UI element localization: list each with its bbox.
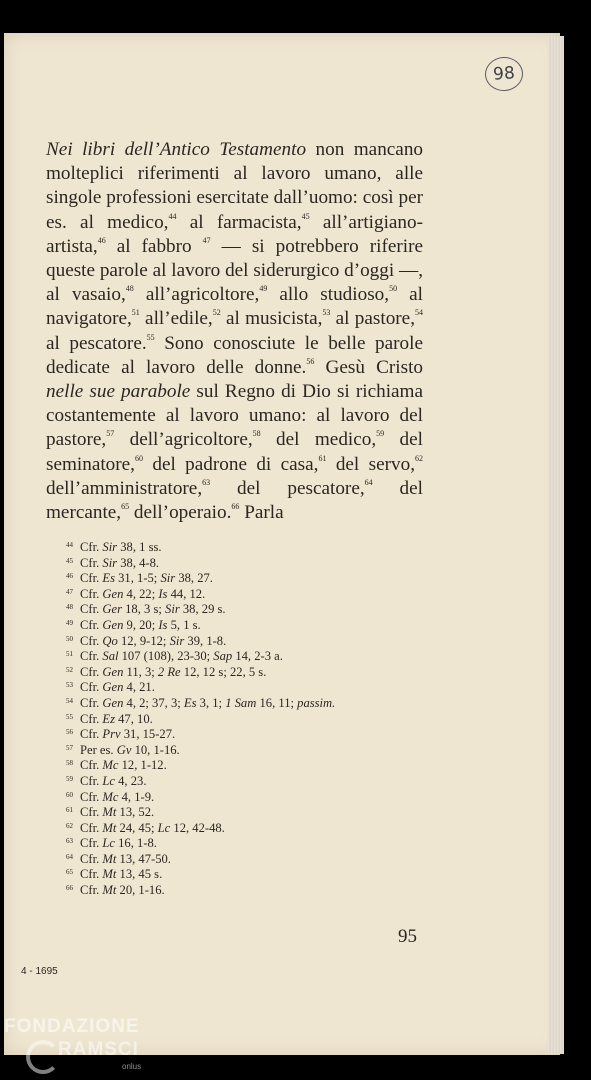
footnote-item: 50 Cfr. Qo 12, 9-12; Sir 39, 1-8.: [66, 633, 227, 648]
body-text-run: allo studioso,: [267, 284, 390, 306]
footnote-item: 63 Cfr. Lc 16, 1-8.: [66, 836, 157, 851]
body-text-run: Sono conosciute le belle parole dedicate al lavoro delle donne.: [46, 332, 423, 378]
note-ref: 50: [389, 284, 398, 294]
footnote-book-ref: Gen: [102, 695, 124, 710]
body-text-run: del seminatore,: [46, 429, 423, 475]
note-ref: 47: [202, 235, 211, 245]
footnote-book-ref: Lc: [102, 836, 115, 851]
body-text-run: del pescatore,: [210, 477, 365, 499]
body-text-run: del padrone di casa,: [142, 453, 319, 475]
italic-text: Nei libri dell’Antico Testamento: [46, 139, 307, 160]
italic-text: nelle sue parabole: [46, 381, 191, 403]
footnote-text: 3, 1;: [196, 695, 226, 710]
footnote-book-ref: Mc: [102, 758, 119, 773]
body-text-run: al navigatore,: [46, 284, 424, 330]
footnote-book-ref: Ger: [102, 602, 122, 617]
footnote-text: Cfr.: [80, 540, 103, 554]
note-ref: 58: [252, 429, 261, 439]
footnote-item: 58 Cfr. Mc 12, 1-12.: [66, 758, 167, 773]
footnote-book-ref: Is: [158, 586, 168, 601]
body-text-run: al farmacista,: [176, 211, 302, 233]
footnote-book-ref: Mt: [102, 851, 117, 866]
footnote-book-ref: Mc: [102, 789, 119, 804]
note-ref: 48: [125, 284, 134, 294]
footnote-item: 55 Cfr. Ez 47, 10.: [66, 711, 153, 726]
footnote-text: 31, 15-27.: [120, 727, 176, 742]
footnote-item: 44 Cfr. Sir 38, 1 ss.: [66, 540, 162, 554]
page-number: 95: [398, 926, 417, 947]
footnote-text: 4, 21.: [123, 680, 155, 695]
footnote-text: Cfr.: [80, 617, 103, 632]
footnote-item: 59 Cfr. Lc 4, 23.: [66, 773, 147, 788]
footnote-text: 11, 3;: [123, 664, 158, 679]
footnote-book-ref: Mt: [102, 805, 117, 820]
swirl-icon: [26, 1040, 60, 1074]
footnote-item: 62 Cfr. Mt 24, 45; Lc 12, 42-48.: [66, 820, 225, 835]
footnote-text: 13, 52.: [116, 805, 155, 820]
footnote-text: 4, 1-9.: [118, 789, 155, 804]
note-ref: 57: [106, 429, 115, 439]
note-ref: 51: [131, 308, 140, 318]
body-text-run: Parla: [239, 502, 284, 524]
body-text-run: del mercante,: [46, 477, 423, 524]
footnote-book-ref: Sal: [102, 649, 119, 664]
footnote-book-ref: Is: [158, 617, 168, 632]
footnote-text: 14, 2-3 a.: [232, 649, 283, 664]
note-ref: 62: [415, 453, 423, 463]
footnote-book-ref: Mt: [102, 883, 117, 898]
body-text-run: al pescatore.: [46, 332, 147, 354]
note-ref: 45: [301, 211, 310, 221]
footnote-item: 56 Cfr. Prv 31, 15-27.: [66, 727, 176, 742]
note-ref: 49: [259, 284, 268, 294]
note-ref: 54: [415, 308, 423, 318]
footnote-book-ref: Gv: [116, 742, 132, 757]
footnote-text: Cfr.: [80, 586, 103, 601]
footnote-text: Per es.: [80, 742, 117, 757]
body-text-run: all’edile,: [139, 308, 213, 330]
note-ref: 63: [202, 477, 211, 487]
footnote-text: 12, 9-12;: [117, 633, 170, 648]
footnote-item: 46 Cfr. Es 31, 1-5; Sir 38, 27.: [66, 571, 213, 586]
note-ref: 60: [134, 453, 143, 463]
footnote-book-ref: Gen: [102, 680, 124, 695]
note-ref: 65: [121, 502, 130, 512]
footnote-text: Cfr.: [80, 555, 103, 570]
footnote-book-ref: Sir: [102, 555, 118, 570]
note-ref: 59: [376, 429, 385, 439]
note-ref: 55: [146, 332, 155, 342]
footnote-text: Cfr.: [80, 820, 103, 835]
footnote-text: 38, 4-8.: [117, 555, 160, 570]
body-text-run: al pastore,: [330, 308, 415, 330]
footnote-book-ref: Prv: [102, 727, 121, 742]
footnote-book-ref: Lc: [102, 773, 115, 788]
footnote-text: 38, 29 s.: [179, 602, 226, 617]
footnote-text: 39, 1-8.: [184, 633, 227, 648]
note-ref: 44: [168, 211, 177, 221]
footnote-book-ref: Sap: [213, 649, 233, 664]
main-paragraph: [46, 138, 423, 525]
body-text-run: al fabbro: [105, 235, 203, 257]
body-text-run: del medico,: [260, 429, 377, 451]
body-text-run: al musicista,: [220, 308, 323, 330]
footnote-item: 51 Cfr. Sal 107 (108), 23-30; Sap 14, 2-3 a.: [66, 649, 283, 664]
body-text-run: del servo,: [326, 453, 415, 475]
footnote-book-ref: Gen: [102, 664, 124, 679]
footnote-text: Cfr.: [80, 680, 103, 695]
body-text-run: — si potrebbero riferire queste parole al lavoro del siderurgico d’oggi —, al vasaio,: [46, 235, 423, 306]
footnote-text: 44, 12.: [167, 586, 206, 601]
footnote-text: Cfr.: [80, 883, 103, 898]
note-ref: 66: [231, 502, 240, 512]
footnote-text: Cfr.: [80, 633, 103, 648]
footnote-text: 16, 1-8.: [114, 836, 157, 851]
footnote-text: Cfr.: [80, 571, 103, 586]
footnote-text: 9, 20;: [123, 617, 159, 632]
footnote-book-ref: passim.: [297, 695, 336, 710]
body-text-run: all’agricoltore,: [133, 284, 260, 306]
footnote-book-ref: Mt: [102, 820, 117, 835]
footnote-text: Cfr.: [80, 649, 103, 664]
footnote-item: 47 Cfr. Gen 4, 22; Is 44, 12.: [66, 586, 206, 601]
footnote-book-ref: Sir: [169, 633, 185, 648]
body-text-run: all’artigiano-artista,: [46, 211, 424, 257]
footnote-text: 13, 45 s.: [116, 867, 163, 882]
footnote-item: 49 Cfr. Gen 9, 20; Is 5, 1 s.: [66, 617, 201, 632]
footnote-text: 31, 1-5;: [114, 571, 161, 586]
footnote-text: Cfr.: [80, 727, 103, 742]
footnote-book-ref: 1 Sam: [225, 695, 257, 710]
footnote-item: 60 Cfr. Mc 4, 1-9.: [66, 789, 155, 804]
note-ref: 53: [322, 308, 331, 318]
footnote-item: 57 Per es. Gv 10, 1-16.: [66, 742, 180, 757]
archive-stamp: 98: [484, 56, 524, 93]
footnote-text: 4, 22;: [123, 586, 159, 601]
footnote-text: Cfr.: [80, 602, 103, 617]
footnote-text: Cfr.: [80, 695, 103, 710]
footnote-text: Cfr.: [80, 836, 103, 851]
footnote-item: 65 Cfr. Mt 13, 45 s.: [66, 867, 163, 882]
watermark-sub: onlus: [122, 1062, 142, 1071]
footnote-text: 4, 2; 37, 3;: [123, 695, 184, 710]
footnote-text: Cfr.: [80, 664, 103, 679]
body-text-run: dell’operaio.: [129, 502, 232, 524]
footnote-book-ref: Ez: [102, 711, 115, 726]
footnote-book-ref: Es: [183, 695, 197, 710]
footnote-text: Cfr.: [80, 773, 103, 788]
footnote-book-ref: Gen: [102, 617, 124, 632]
footnote-item: 52 Cfr. Gen 11, 3; 2 Re 12, 12 s; 22, 5 s.: [66, 664, 267, 679]
footnote-book-ref: 2 Re: [157, 664, 181, 679]
note-ref: 56: [306, 356, 315, 366]
footnote-book-ref: Qo: [102, 633, 118, 648]
footnote-text: 10, 1-16.: [131, 742, 180, 757]
body-text-run: dell’agricoltore,: [114, 429, 253, 451]
note-ref: 61: [318, 453, 327, 463]
footnote-text: 24, 45;: [116, 820, 158, 835]
footnote-text: Cfr.: [80, 867, 103, 882]
footnote-text: Cfr.: [80, 711, 103, 726]
note-ref: 64: [364, 477, 373, 487]
footnote-item: 48 Cfr. Ger 18, 3 s; Sir 38, 29 s.: [66, 602, 226, 617]
footnote-text: 18, 3 s;: [121, 602, 166, 617]
footnote-book-ref: Sir: [165, 602, 180, 617]
footnote-item: 45 Cfr. Sir 38, 4-8.: [66, 555, 160, 570]
watermark-line1: FONDAZIONE: [4, 1016, 140, 1037]
footnote-text: 47, 10.: [114, 711, 153, 726]
watermark-line2: RAMSCI: [58, 1039, 139, 1060]
footnote-book-ref: Sir: [102, 540, 118, 554]
footnote-text: Cfr.: [80, 758, 103, 773]
watermark-logo: [4, 1014, 204, 1074]
footnote-item: 54 Cfr. Gen 4, 2; 37, 3; Es 3, 1; 1 Sam 16, 11; passim.: [66, 695, 336, 710]
body-text-run: sul Regno di Dio si richiama costantemente al lavoro umano: al lavoro del pastore,: [46, 381, 423, 451]
footnote-text: 12, 12 s; 22, 5 s.: [180, 664, 267, 679]
note-ref: 52: [212, 308, 221, 318]
footnote-text: 20, 1-16.: [116, 883, 165, 898]
footnote-item: 53 Cfr. Gen 4, 21.: [66, 680, 155, 695]
print-code: 4 - 1695: [21, 966, 58, 977]
footnote-text: 38, 27.: [175, 571, 213, 586]
footnote-book-ref: Gen: [102, 586, 124, 601]
body-text-run: dell’amministratore,: [46, 477, 203, 499]
footnote-text: 107 (108), 23-30;: [118, 649, 214, 664]
footnote-book-ref: Mt: [102, 867, 117, 882]
footnote-book-ref: Lc: [157, 820, 171, 835]
footnote-book-ref: Sir: [160, 571, 176, 586]
body-text-run: non mancano molteplici riferimenti al lavoro umano, alle singole professioni esercitate dall’uomo: così per es. al medico,: [46, 139, 424, 233]
footnote-text: Cfr.: [80, 851, 103, 866]
footnote-text: 12, 42-48.: [170, 820, 225, 835]
page-edge: [548, 36, 564, 1054]
footnote-text: 38, 1 ss.: [117, 540, 162, 554]
footnote-item: 61 Cfr. Mt 13, 52.: [66, 805, 155, 820]
footnote-book-ref: Es: [102, 571, 115, 586]
footnote-text: 16, 11;: [256, 695, 298, 710]
footnote-text: 12, 1-12.: [118, 758, 167, 773]
body-text-run: Gesù Cristo: [314, 356, 423, 378]
footnote-text: 4, 23.: [114, 773, 147, 788]
note-ref: 46: [97, 235, 106, 245]
footnote-text: 13, 47-50.: [116, 851, 171, 866]
footnotes-list: [66, 540, 436, 899]
footnote-text: Cfr.: [80, 805, 103, 820]
footnote-item: 66 Cfr. Mt 20, 1-16.: [66, 883, 165, 898]
footnote-text: 5, 1 s.: [167, 617, 201, 632]
footnote-item: 64 Cfr. Mt 13, 47-50.: [66, 851, 171, 866]
footnote-text: Cfr.: [80, 789, 103, 804]
